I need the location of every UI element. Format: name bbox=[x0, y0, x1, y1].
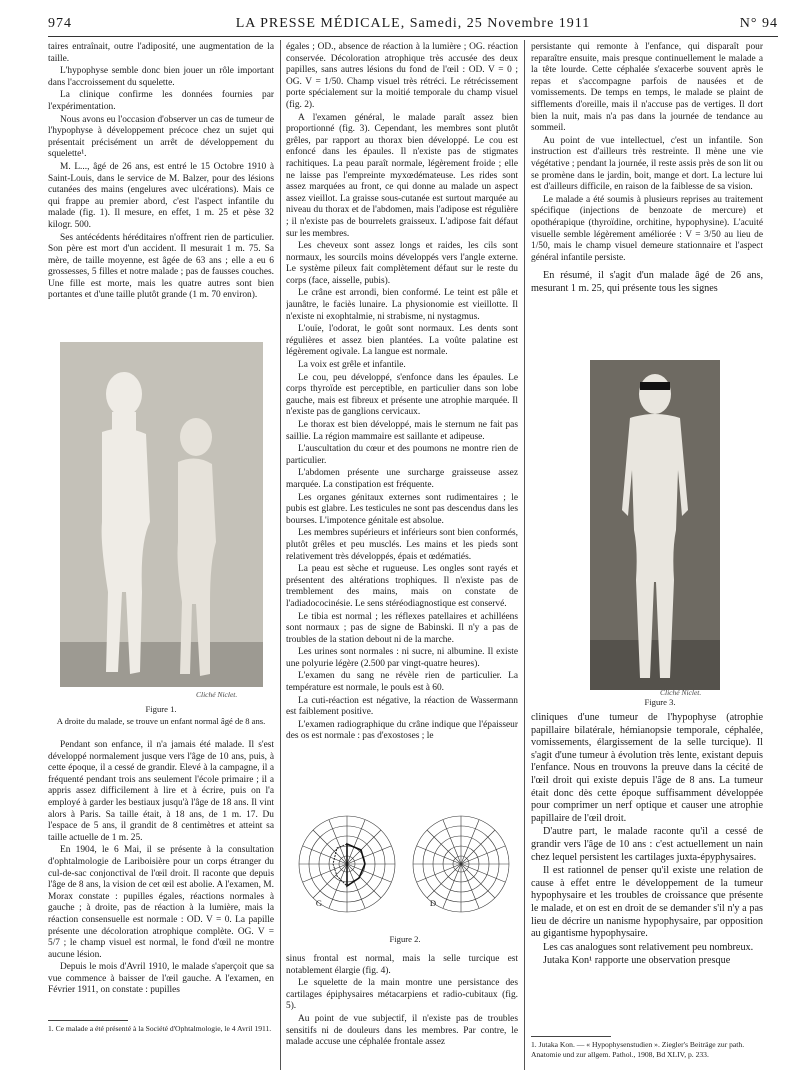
paragraph: Le cou, peu développé, s'enfonce dans les épaules. Le corps thyroïde est perceptible, en particulier dans son lobe gauche, mais est fibreux et présente une atrophie marquée. Il n'existe pas de ganglions cervicaux. bbox=[286, 372, 518, 418]
running-header bbox=[48, 14, 778, 34]
paragraph: Le squelette de la main montre une persistance des cartilages épiphysaires métacarpiens et radio-cubitaux (fig. 5). bbox=[286, 978, 518, 1012]
paragraph: sinus frontal est normal, mais la selle turcique est notablement élargie (fig. 4). bbox=[286, 954, 518, 976]
figure-1-caption: A droite du malade, se trouve un enfant normal âgé de 8 ans. bbox=[56, 716, 266, 726]
paragraph: Les organes génitaux externes sont rudimentaires ; le pubis est glabre. Les testicules ne sont pas descendus dans les bourses. L'impotence génitale est absolue. bbox=[286, 492, 518, 526]
footnote-rule bbox=[531, 1036, 611, 1037]
footnote-rule bbox=[48, 1020, 128, 1021]
paragraph: égales ; OD., absence de réaction à la lumière ; OG. réaction conservée. Décoloration atrophique très accusée des deux papilles, sans autres lésions du fond de l'œil : OD. V = 0 ; OG. V = 1/50. Champ visuel très rétréci. Le rétrécissement porte spécialement sur la moitié temporale du champ visuel (fig. 2). bbox=[286, 42, 518, 110]
figure-1-silhouettes bbox=[60, 342, 263, 687]
paragraph: En résumé, il s'agit d'un malade âgé de 26 ans, mesurant 1 m. 25, qui présente tous les signes bbox=[531, 270, 763, 294]
paragraph: La voix est grêle et infantile. bbox=[298, 360, 406, 371]
paragraph: Les membres supérieurs et inférieurs sont bien conformés, plutôt grêles et peu musclés. Les mains et les pieds sont relativement très développés, épais et œdématiés. bbox=[286, 528, 518, 562]
figure-1-title: Figure 1. bbox=[145, 704, 177, 714]
paragraph: M. L..., âgé de 26 ans, est entré le 15 Octobre 1910 à Saint-Louis, dans le service de M. Balzer, pour des lésions cutanées des mains (engelures avec ulcérations). Mais ce qui frappe au premier abord, c'est l'aspect infantile du malade (fig. 1). Il mesure, en effet, 1 m. 25 et pèse 32 kilogr. 500. bbox=[48, 161, 274, 230]
journal-title: LA PRESSE MÉDICALE, Samedi, 25 Novembre 1911 bbox=[235, 16, 591, 31]
paragraph: cliniques d'une tumeur de l'hypophyse (atrophie papillaire bilatérale, hémianopsie temporale, céphalée, vomissements, élargissement de la selle turcique). Il s'agit d'une tumeur à évolution très lente, existant depuis l'enfance. Nous en trouvons la preuve dans la cécité de l'œil droit qui existe depuis l'âge de 8 ans. La tumeur était donc dès cette époque suffisamment développée pour comprimer un nerf optique et causer une atrophie papillaire de l'œil droit. bbox=[531, 712, 763, 824]
paragraph: Il est rationnel de penser qu'il existe une relation de cause à effet entre le développement de la tumeur hypophysaire et les troubles de croissance que présente le malade, et on est en droit de se demander s'il n'y a pas lieu de décrire un nanisme hypophysaire, par opposition au gigantisme hypophysaire. bbox=[531, 865, 763, 940]
paragraph: Le tibia est normal ; les réflexes patellaires et achilléens sont normaux ; pas de signe de Babinski. Il n'y a pas de troubles de la station debout ni de la marche. bbox=[286, 611, 518, 645]
paragraph: Au point de vue subjectif, il n'existe pas de troubles sensitifs ni de douleurs dans les membres. Par contre, le malade accuse une céphalée frontale assez bbox=[286, 1013, 518, 1048]
col1-top-text bbox=[48, 42, 274, 342]
paragraph: La cuti-réaction est négative, la réaction de Wassermann est faiblement positive. bbox=[286, 695, 518, 718]
page-number: 974 bbox=[48, 16, 72, 31]
paragraph: Le malade a été soumis à plusieurs reprises au traitement spécifique (injections de benzoate de mercure) et opothérapique (thyroïdine, orchitine, hypophysine). L'acuité visuelle semble légèrement améliorée : V = 3/50 au lieu de 1/50, mais le champ visuel demeure stationnaire et l'aspect général infantile persiste. bbox=[531, 194, 763, 263]
paragraph: La peau est sèche et rugueuse. Les ongles sont rayés et présentent des altérations trophiques. Il n'existe pas de tremblement des mains, mais on constate de l'adiadococinésie. Le sens stéréodiagnostique est conservé. bbox=[286, 564, 518, 609]
paragraph: L'abdomen présente une surcharge graisseuse assez marquée. La constipation est fréquente. bbox=[286, 468, 518, 490]
paragraph: Depuis le mois d'Avril 1910, le malade s'aperçoit que sa vue commence à baisser de l'œil gauche. A l'examen, en Février 1911, on constate : pupilles bbox=[48, 962, 274, 996]
paragraph: Le crâne est arrondi, bien conformé. Le teint est pâle et jaunâtre, le faciès lunaire. La physionomie est vieillotte. Il n'existe ni exophtalmie, ni strabisme, ni nystagmus. bbox=[286, 288, 518, 322]
column-divider-1 bbox=[280, 40, 281, 1070]
figure-3-credit: Cliché Niclet. bbox=[660, 688, 702, 697]
paragraph: Au point de vue intellectuel, c'est un infantile. Son instruction est d'ailleurs très restreinte. Il mène une vie végétative ; pendant la journée, il reste assis près de son lit ou se promène dans le jardin, boit, mange et dort. La lecture lui est d'ailleurs difficile, en raison de la faiblesse de sa vision. bbox=[531, 135, 763, 193]
col1-bottom-text bbox=[48, 740, 274, 1012]
paragraph: L'examen du sang ne révèle rien de particulier. La température est normale, le pouls est à 60. bbox=[286, 671, 518, 694]
figure-1-photograph bbox=[60, 342, 263, 687]
paragraph: Les cas analogues sont relativement peu nombreux. bbox=[543, 941, 754, 953]
figure-1-credit: Cliché Niclet. bbox=[196, 690, 238, 699]
col3-top-text bbox=[531, 42, 763, 362]
col2-bottom-text bbox=[286, 954, 518, 1072]
paragraph: Jutaka Kon¹ rapporte une observation presque bbox=[543, 955, 731, 967]
col2-text bbox=[286, 42, 518, 812]
paragraph: Pendant son enfance, il n'a jamais été malade. Il s'est développé normalement jusque vers l'âge de 10 ans, puis, à cette époque, il a cessé de grandir. Elevé à la campagne, il a fréquenté pendant trois ans seulement l'école primaire ; il a appris assez difficilement à lire et à écrire, puis on l'a employé à garder les bestiaux jusqu'à l'âge de 18 ans. Il vint alors à Paris. Sa taille était, à 18 ans, de 1 m. 17. Du l'espace de 5 ans, il grandit de 8 centimètres et atteint sa taille actuelle de 1 m. 25. bbox=[48, 740, 274, 843]
header-rule bbox=[48, 36, 778, 37]
paragraph: L'ouïe, l'odorat, le goût sont normaux. Les dents sont régulières et assez bien plantées. La voûte palatine est légèrement ogivale. La langue est normale. bbox=[286, 324, 518, 358]
paragraph: L'examen radiographique du crâne indique que l'épaisseur des os est normale : pas d'exostoses ; le bbox=[286, 719, 518, 742]
footnote-1: 1. Ce malade a été présenté à la Société d'Ophtalmologie, le 4 Avril 1911. bbox=[48, 1024, 272, 1033]
figure-2-left-label: G bbox=[315, 898, 323, 908]
paragraph: D'autre part, le malade raconte qu'il a cessé de grandir vers l'âge de 10 ans : c'est actuellement un nain chez lequel persistent les cartilages juxta-épyphysaires. bbox=[531, 826, 763, 863]
col3-bottom-text bbox=[531, 712, 763, 1012]
paragraph: Les cheveux sont assez longs et raides, les cils sont normaux, les sourcils moins développés vers l'angle externe. Le système pileux fait complètement défaut sur le reste du corps (face, aisselle, pubis). bbox=[286, 241, 518, 286]
paragraph: A l'examen général, le malade paraît assez bien proportionné (fig. 3). Cependant, les membres sont plutôt grêles, par rapport au thorax bien développé. Le cou est enfoncé dans les épaules. Il n'existe pas de stigmates rachitiques. La peau paraît normale, légèrement froide ; elle ne laisse pas l'empreinte myxœdémateuse. Les rides sont assez marquées au front, ce qui donne au malade un aspect assez vieillot. La graisse sous-cutanée est surtout marquée au niveau du thorax et de l'abdomen, mais l'adipose est régulière ; il n'existe pas de bourrelets graisseux. L'adipose fait défaut sur les membres. bbox=[286, 112, 518, 239]
figure-2-title: Figure 2. bbox=[389, 934, 421, 944]
figure-3-photograph bbox=[590, 360, 720, 690]
paragraph: Le thorax est bien développé, mais le sternum ne fait pas saillie. La région mammaire est saillante et adipeuse. bbox=[286, 420, 518, 442]
paragraph: taires entraînait, outre l'adiposité, une augmentation de la taille. bbox=[48, 42, 274, 64]
figure-2-right-label: D bbox=[429, 898, 437, 908]
figure-3-silhouette bbox=[590, 360, 720, 690]
footnote-2: 1. Jutaka Kon. — « Hypophysenstudien ». Ziegler's Beiträge zur path. Anatomie und zur allgem. Pathol., 1908, Bd XLIV, p. 233. bbox=[531, 1040, 745, 1059]
issue-number: N° 94 bbox=[739, 16, 778, 31]
paragraph: La clinique confirme les données fournies par l'expérimentation. bbox=[48, 90, 274, 112]
paragraph: Nous avons eu l'occasion d'observer un cas de tumeur de l'hypophyse à développement précoce chez un sujet qui présentait précisément un arrêt de développement du squelette¹. bbox=[48, 114, 274, 160]
column-divider-2 bbox=[524, 40, 525, 1070]
figure-2-perimetry-charts bbox=[294, 812, 514, 928]
paragraph: En 1904, le 6 Mai, il se présente à la consultation d'ophtalmologie de Lariboisière pour un corps étranger du cul-de-sac conjonctival de l'œil droit. Il raconte que depuis l'âge de 8 ans, la vision de cet œil est abolie. A l'examen, M. Morax constate : pupilles égales, réactions normales à gauche ; à droite, pas de réaction à la lumière, mais la réaction consensuelle est normale : OD. V = 0. La papille présente une décoloration atrophique complète. OG. V = 5/7 ; le champ visuel est normal, le fond d'œil ne montre aucune lésion. bbox=[48, 845, 274, 960]
paragraph: Les urines sont normales : ni sucre, ni albumine. Il existe une polyurie légère (2.500 par vingt-quatre heures). bbox=[286, 647, 518, 669]
paragraph: L'auscultation du cœur et des poumons ne montre rien de particulier. bbox=[286, 444, 518, 466]
paragraph: L'hypophyse semble donc bien jouer un rôle important dans l'accroissement du squelette. bbox=[48, 66, 274, 88]
figure-3-title: Figure 3. bbox=[644, 697, 676, 707]
figure-2-visual-fields bbox=[294, 812, 514, 928]
paragraph: Ses antécédents héréditaires n'offrent rien de particulier. Son père est mort d'un accident. Il mesurait 1 m. 75. Sa mère, de taille moyenne, est âgée de 63 ans ; elle a eu 6 grossesses, 5 filles et notre malade ; pas de fausses couches. Une fille est morte, mais les quatre autres sont bien portantes et d'une taille plutôt grande (1 m. 70 environ). bbox=[48, 232, 274, 301]
paragraph: persistante qui remonte à l'enfance, qui disparaît pour reparaître ensuite, mais presque continuellement le malade a la tête lourde. Cette céphalée s'exacerbe souvent après le repas et s'accompagne parfois de nausées et de vomissements. De temps en temps, le malade se plaint de sifflements d'oreille, mais il n'accuse pas de vertiges. Il dort bien la nuit, mais n'a pas dans la journée de tendance au sommeil. bbox=[531, 42, 763, 134]
